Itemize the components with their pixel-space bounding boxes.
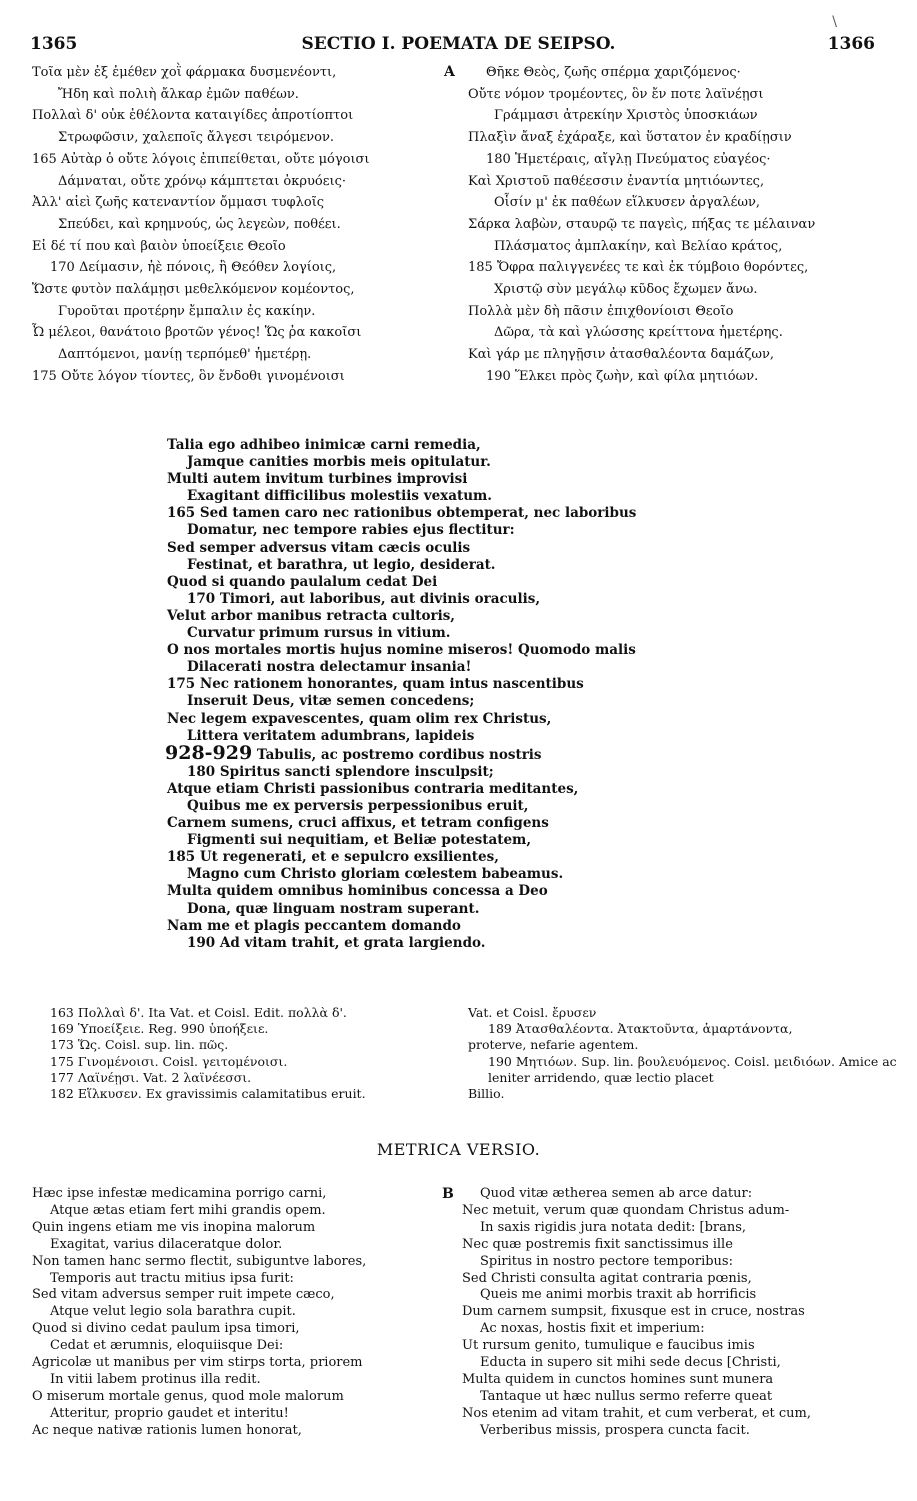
translation-line: Tabulis, ac postremo cordibus nostris [256,746,542,763]
footnote: 173 Ὥς. Coisl. sup. lin. πῶς. [50,1037,229,1053]
verse-line: Πλαξὶν ἄναξ ἐχάραξε, καὶ ὕστατον ἐν κραδίῃσιν [468,130,792,146]
translation-line: 165 Sed tamen caro nec rationibus obtemperat, nec laboribus [167,505,637,522]
translation-line: 185 Ut regenerati, et e sepulcro exsilientes, [167,849,499,866]
verse-line: Quin ingens etiam me vis inopina malorum [32,1219,316,1235]
verse-line: Nec metuit, verum quæ quondam Christus adum- [462,1202,790,1218]
latin-translation [167,437,747,952]
verse-line: Καὶ γάρ με πληγῇσιν ἀτασθαλέοντα δαμάζων, [468,347,775,363]
verse-line: Hæc ipse infestæ medicamina porrigo carni, [32,1186,327,1201]
translation-line: Quod si quando paulalum cedat Dei [167,573,438,590]
verse-line: Οἷσίν μ' ἐκ παθέων εἵλκυσεν ἀργαλέων, [494,195,760,211]
verse-line: Nos etenim ad vitam trahit, et cum verberat, et cum, [462,1405,812,1421]
translation-line: Inseruit Deus, vitæ semen concedens; [187,693,475,710]
translation-line: Nam me et plagis peccantem domando [167,917,461,934]
verse-line: Ἤδη καὶ πολιὴ ἄλκαρ ἐμῶν παθέων. [58,86,299,102]
verse-line: Nec quæ postremis fixit sanctissimus ille [462,1236,733,1252]
critical-notes-left [50,1005,450,1102]
verse-line: Queis me animi morbis traxit ab horrificis [480,1287,757,1303]
verse-line: Dum carnem sumpsit, fixusque est in cruce, nostras [462,1304,805,1320]
margin-marker-b: B [442,1186,454,1202]
translation-line: Atque etiam Christi passionibus contraria meditantes, [167,780,579,797]
verse-line: Στρωφῶσιν, χαλεποῖς ἄλγεσι τειρόμενον. [58,130,335,146]
verse-line: Γράμμασι ἀτρεκίην Χριστὸς ὑποσκιάων [494,108,758,124]
translation-line: Magno cum Christo gloriam cœlestem babeamus. [187,866,564,883]
translation-line: 170 Timori, aut laboribus, aut divinis oraculis, [187,590,541,607]
translation-line: Jamque canities morbis meis opitulatur. [187,454,491,471]
verse-line: Τοῖα μὲν ἐξ ἐμέθεν χοῒ φάρμακα δυσμενέοντι, [32,65,337,80]
running-title: SECTIO I. POEMATA DE SEIPSO. [301,34,616,54]
translation-line: Nec legem expavescentes, quam olim rex Christus, [167,710,552,727]
verse-line: Non tamen hanc sermo flectit, subiguntve labores, [32,1253,367,1269]
verse-line: 180 Ἡμετέραις, αἴγλῃ Πνεύματος εὐαγέος· [486,151,771,167]
verse-line: Verberibus missis, prospera cuncta facit. [480,1422,750,1438]
translation-line: Figmenti sui nequitiam, et Beliæ potestatem, [187,832,532,849]
translation-line: Dona, quæ linguam nostram superant. [187,900,480,917]
verse-line: Ὥστε φυτὸν παλάμῃσι μεθελκόμενον κομέοντος, [32,282,355,298]
critical-notes-right [468,1005,898,1102]
verse-line: Quod si divino cedat paulum ipsa timori, [32,1321,300,1337]
verse-line: Γυροῦται προτέρην ἔμπαλιν ἐς κακίην. [58,303,316,319]
section-heading: METRICA VERSIO. [376,1140,541,1159]
verse-line: Σπεύδει, καὶ κρημνούς, ὡς λεγεὼν, ποθέει. [58,216,341,232]
verse-line: O miserum mortale genus, quod mole malorum [32,1388,344,1404]
verse-line: Δάμναται, οὔτε χρόνῳ κάμπτεται ὀκρυόεις· [58,173,346,189]
verse-line: In saxis rigidis jura notata dedit: [brans, [480,1219,747,1235]
verse-line: Educta in supero sit mihi sede decus [Christi, [480,1355,781,1371]
footnote: 190 Μητιόων. Sup. lin. βουλευόμενος. Coisl. μειδιόων. Amice ac leniter arridendo, quæ lectio placet [488,1053,897,1085]
verse-line: Καὶ Χριστοῦ παθέεσσιν ἐναντία μητιόωντες, [468,173,765,189]
verse-line: Ut rursum genito, tumulique e faucibus imis [462,1338,755,1354]
verse-line: 185 Ὄφρα παλιγγενέες τε καὶ ἐκ τύμβοιο θορόντες, [468,260,809,276]
verse-line: Οὔτε νόμον τρομέοντες, ὃν ἔν ποτε λαϊνέῃσι [468,86,764,102]
verse-line: 175 Οὔτε λόγον τίοντες, ὃν ἔνδοθι γινομένοισι [32,368,345,384]
verse-line: Ὦ μέλεοι, θανάτοιο βροτῶν γένος! Ὥς ῥα κακοῖσι [32,325,362,341]
verse-line: Ac neque nativæ rationis lumen honorat, [32,1422,302,1438]
verse-line: Θῆκε Θεὸς, ζωῆς σπέρμα χαριζόμενος· [486,65,741,80]
footnote: proterve, nefarie agentem. [468,1037,639,1053]
footnote: 177 Λαϊνέῃσι. Vat. 2 λαϊνέεσσι. [50,1069,252,1085]
translation-line: Dilacerati nostra delectamur insania! [187,659,472,676]
translation-line: Talia ego adhibeo inimicæ carni remedia, [167,437,481,453]
verse-line: Σάρκα λαβὼν, σταυρῷ τε παγεὶς, πήξας τε μέλαιναν [468,216,816,232]
translation-line: 180 Spiritus sancti splendore insculpsit; [187,763,494,780]
footnote: 163 Πολλαὶ δ'. Ita Vat. et Coisl. Edit. πολλὰ δ'. [50,1005,347,1020]
footnote: 182 Εἵλκυσεν. Ex gravissimis calamitatibus eruit. [50,1086,366,1102]
translation-line: Curvatur primum rursus in vitium. [187,625,451,642]
translation-line: Carnem sumens, cruci affixus, et tetram configens [167,815,549,832]
translation-line: Exagitant difficilibus molestiis vexatum. [187,488,492,505]
verse-line: 165 Αὐτὰρ ὁ οὔτε λόγοις ἐπιπείθεται, οὔτε μόγοισι [32,151,370,167]
verse-line: Agricolæ ut manibus per vim stirps torta, priorem [32,1355,363,1371]
metrical-version-left [32,1186,422,1440]
verse-line: In vitii labem protinus illa redit. [50,1371,261,1387]
verse-line: Atteritur, proprio gaudet et interitu! [50,1405,289,1421]
translation-line: Littera veritatem adumbrans, lapideis [187,727,475,744]
verse-line: Ac noxas, hostis fixit et imperium: [480,1321,705,1337]
verse-line: Exagitat, varius dilaceratque dolor. [50,1236,283,1252]
verse-line: Πολλαὶ δ' οὐκ ἐθέλοντα καταιγίδες ἀπροτίοπτοι [32,108,354,124]
verse-line: 170 Δείμασιν, ἠὲ πόνοις, ἢ Θεόθεν λογίοις, [50,260,337,276]
left-column-number: 1365 [30,34,78,54]
verse-line: Multa quidem in cunctos homines sunt munera [462,1371,774,1387]
translation-line: Domatur, nec tempore rabies ejus flectitur: [187,522,515,539]
footnote: 169 Ὑποείξειε. Reg. 990 ὑποήξειε. [50,1021,269,1037]
verse-line: Atque ætas etiam fert mihi grandis opem. [50,1202,326,1218]
verse-line: Sed Christi consulta agitat contraria pœnis, [462,1270,752,1286]
translation-line: Velut arbor manibus retracta cultoris, [167,607,455,624]
corner-mark: \ [832,14,837,30]
verse-line: Εἰ δέ τί που καὶ βαιὸν ὑποείξειε Θεοῖο [32,238,286,254]
verse-line: Temporis aut tractu mitius ipsa furit: [50,1270,294,1286]
footnote: 175 Γινομένοισι. Coisl. γειτομένοισι. [50,1053,288,1069]
verse-line: Tantaque ut hæc nullus sermo referre queat [480,1388,773,1404]
verse-line: Δαπτόμενοι, μανίῃ τερπόμεθ' ἡμετέρῃ. [58,347,312,363]
verse-line: Ἀλλ' αἰεὶ ζωῆς κατεναντίον ὄμμασι τυφλοῖς [32,195,325,211]
translation-line: Quibus me ex perversis perpessionibus eruit, [187,797,529,814]
translation-line: 190 Ad vitam trahit, et grata largiendo. [187,934,486,951]
verse-line: Χριστῷ σὺν μεγάλῳ κῦδος ἔχωμεν ἄνω. [494,282,758,298]
verse-line: Sed vitam adversus semper ruit impete cæco, [32,1287,335,1303]
verse-line: Spiritus in nostro pectore temporibus: [480,1253,733,1269]
verse-line: Πλάσματος ἀμπλακίην, καὶ Βελίαο κράτος, [494,238,783,254]
verse-line: Πολλὰ μὲν δὴ πᾶσιν ἐπιχθονίοισι Θεοῖο [468,303,734,319]
column-reference: 928-929 [165,741,253,764]
greek-text-left [32,62,432,388]
translation-line: Sed semper adversus vitam cæcis oculis [167,539,471,556]
footnote: Vat. et Coisl. ἔρυσεν [468,1005,597,1020]
verse-line: Cedat et ærumnis, eloquiisque Dei: [50,1338,284,1354]
verse-line: Atque velut legio sola barathra cupit. [50,1304,296,1320]
translation-line: 175 Nec rationem honorantes, quam intus nascentibus [167,676,584,693]
footnote: 189 Ἀτασθαλέοντα. Ἀτακτοῦντα, ἁμαρτάνοντα, [488,1021,793,1037]
verse-line: Quod vitæ ætherea semen ab arce datur: [480,1186,753,1201]
metrical-version-right [462,1186,892,1440]
margin-marker-a: A [444,64,455,80]
right-column-number: 1366 [827,34,875,54]
greek-text-right [468,62,888,388]
verse-line: Δῶρα, τὰ καὶ γλώσσης κρείττονα ἡμετέρης. [494,325,783,341]
verse-line: 190 Ἕλκει πρὸς ζωὴν, καὶ φίλα μητιόων. [486,368,759,384]
translation-line: Festinat, et barathra, ut legio, desiderat. [187,556,496,573]
translation-line: Multa quidem omnibus hominibus concessa a Deo [167,883,548,900]
footnote: Billio. [468,1086,505,1102]
translation-line: O nos mortales mortis hujus nomine miseros! Quomodo malis [167,642,636,659]
translation-line: Multi autem invitum turbines improvisi [167,471,468,488]
